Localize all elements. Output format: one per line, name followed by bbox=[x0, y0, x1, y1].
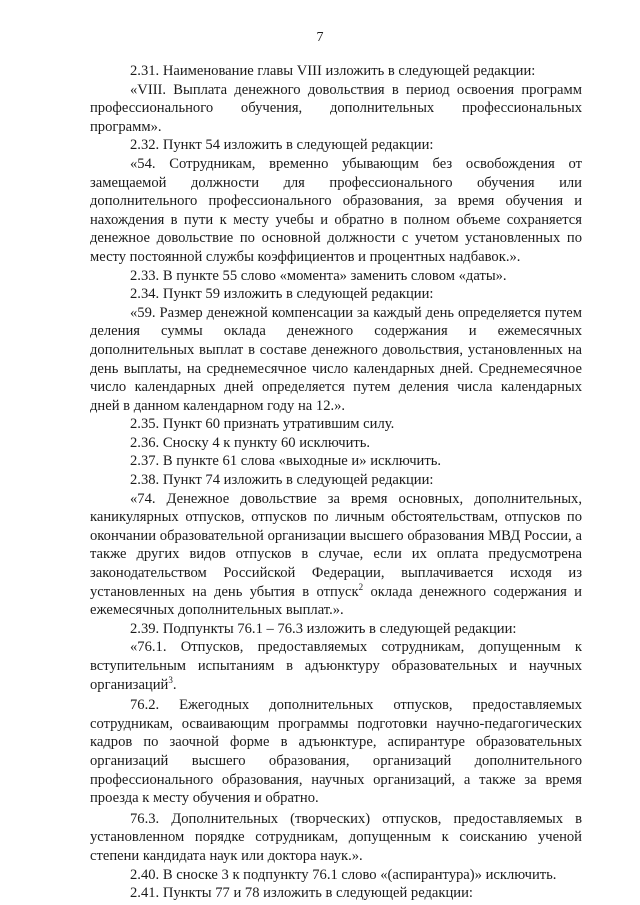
paragraph-2-41: 2.41. Пункты 77 и 78 изложить в следующей редакции: bbox=[130, 885, 473, 902]
footnote-ref-2: 2 bbox=[358, 581, 364, 592]
paragraph-point-59: «59. Размер денежной компенсации за каждый день определяется путем деления суммы оклада денежного содержания и ежемесячных дополнительных выплат в составе денежного довольствия, установленных на день выплаты, на среднемесячное число календарных дней. Среднемесячное число календарных дней определяется путем деления числа календарных дней в данном календарном году на 12.». bbox=[90, 304, 582, 414]
paragraph-2-36: 2.36. Сноску 4 к пункту 60 исключить. bbox=[130, 434, 371, 451]
paragraph-2-33: 2.33. В пункте 55 слово «момента» заменить словом «даты». bbox=[130, 267, 507, 284]
paragraph-2-39: 2.39. Подпункты 76.1 – 76.3 изложить в следующей редакции: bbox=[130, 620, 517, 637]
footnote-ref-3: 3 bbox=[168, 674, 173, 685]
paragraph-chapter-viii-title: «VIII. Выплата денежного довольствия в период освоения программ профессионального обучения, дополнительных профессиональных программ». bbox=[90, 81, 582, 135]
paragraph-point-74: «74. Денежное довольствие за время основных, дополнительных, каникулярных отпусков, отпусков по личным обстоятельствам, отпусков по окончании образовательной организации высшего образования МВД России, а также других видов отпусков в случае, если их оплата предусмотрена законодательством Российской Федерации, выплачивается исходя из установленных на день убытия в отпуск$^2$ оклада денежного содержания и ежемесячных дополнительных выплат.». bbox=[90, 490, 582, 619]
paragraph-2-40: 2.40. В сноске 3 к подпункту 76.1 слово «(аспирантура)» исключить. bbox=[130, 866, 557, 883]
paragraph-76-2: 76.2. Ежегодных дополнительных отпусков, предоставляемых сотрудникам, осваивающим программы подготовки научно-педагогических кадров по заочной форме в адъюнктуре, аспирантуре образовательных организаций высшего образования, организаций дополнительного профессионального образования, научных организаций, а также за время проезда к месту обучения и обратно. bbox=[90, 697, 582, 807]
paragraph-2-37: 2.37. В пункте 61 слова «выходные и» исключить. bbox=[130, 453, 442, 470]
paragraph-point-54: «54. Сотрудникам, временно убывающим без освобождения от замещаемой должности для профессионального обучения или дополнительного профессионального образования, за время обучения и нахождения в пути к месту учебы и обратно в полном объеме сохраняется денежное довольствие по основной должности с учетом установленных по месту постоянной службы коэффициентов и процентных надбавок.». bbox=[90, 155, 582, 265]
paragraph-2-34: 2.34. Пункт 59 изложить в следующей редакции: bbox=[130, 286, 434, 303]
paragraph-76-1: «76.1. Отпусков, предоставляемых сотрудникам, допущенным к вступительным испытаниям в адъюнктуру образовательных и научных организаций$^3$. bbox=[90, 639, 582, 693]
paragraph-2-38: 2.38. Пункт 74 изложить в следующей редакции: bbox=[130, 472, 434, 489]
paragraph-76-3: 76.3. Дополнительных (творческих) отпусков, предоставляемых в установленном порядке сотрудникам, допущенным к соисканию ученой степени кандидата наук или доктора наук.». bbox=[90, 810, 582, 864]
paragraph-2-32: 2.32. Пункт 54 изложить в следующей редакции: bbox=[130, 137, 434, 154]
document-body bbox=[90, 62, 582, 903]
paragraph-2-31: 2.31. Наименование главы VIII изложить в следующей редакции: bbox=[130, 63, 536, 79]
paragraph-2-35: 2.35. Пункт 60 признать утратившим силу. bbox=[130, 416, 395, 433]
page-number: 7 bbox=[316, 30, 324, 45]
